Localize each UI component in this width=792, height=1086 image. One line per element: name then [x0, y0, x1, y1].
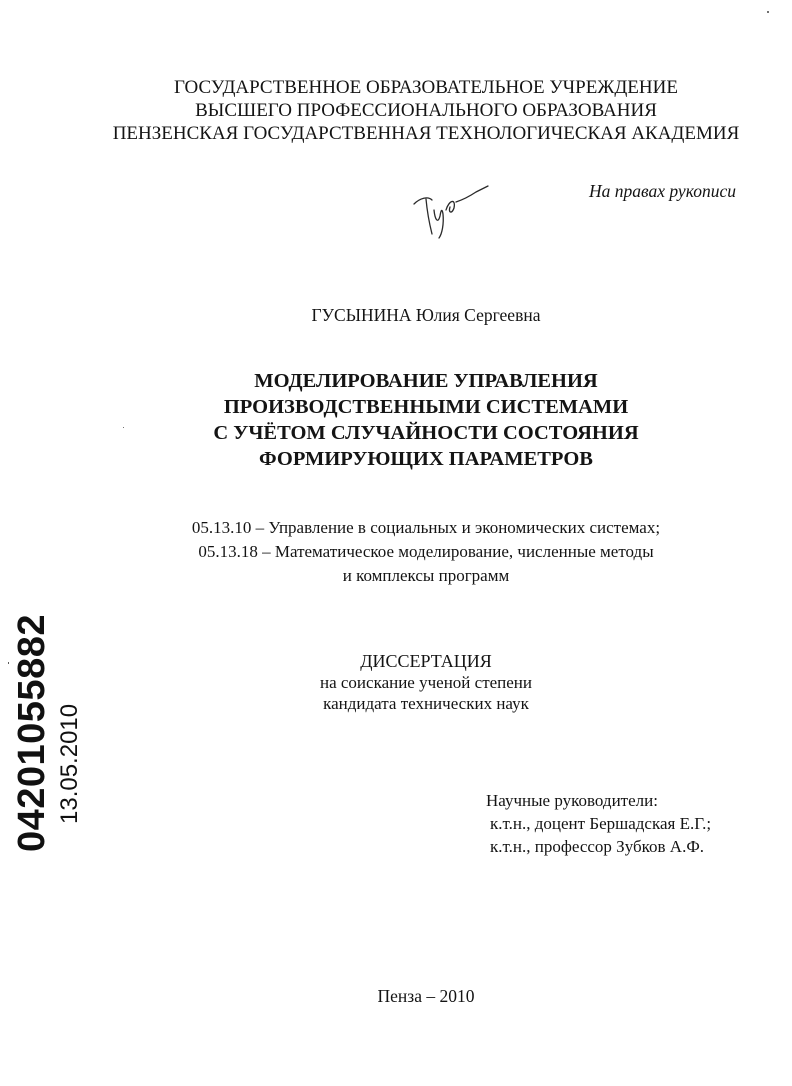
- supervisor-entry: к.т.н., профессор Зубков А.Ф.: [490, 837, 705, 856]
- degree-type: ДИССЕРТАЦИЯ: [360, 651, 492, 671]
- city-year: Пенза – 2010: [377, 986, 475, 1006]
- institution-line: ГОСУДАРСТВЕННОЕ ОБРАЗОВАТЕЛЬНОЕ УЧРЕЖДЕНИЕ: [174, 77, 678, 98]
- specialty-line: и комплексы программ: [342, 566, 510, 585]
- specialty-line: 05.13.18 – Математическое моделирование, численные методы: [198, 542, 654, 561]
- title-line: ФОРМИРУЮЩИХ ПАРАМЕТРОВ: [259, 448, 593, 470]
- degree-purpose: на соискание ученой степени: [319, 673, 533, 692]
- title-line: ПРОИЗВОДСТВЕННЫМИ СИСТЕМАМИ: [223, 396, 629, 418]
- institution-header: [0, 76, 792, 145]
- manuscript-note: На правах рукописи: [589, 181, 736, 201]
- institution-line: ВЫСШЕГО ПРОФЕССИОНАЛЬНОГО ОБРАЗОВАНИЯ: [195, 100, 657, 121]
- title-line: МОДЕЛИРОВАНИЕ УПРАВЛЕНИЯ: [254, 370, 598, 392]
- supervisors-heading: Научные руководители:: [486, 791, 658, 810]
- supervisor-entry: к.т.н., доцент Бершадская Е.Г.;: [490, 814, 712, 833]
- registration-stamp-number: 04201055882: [11, 614, 53, 852]
- institution-line: ПЕНЗЕНСКАЯ ГОСУДАРСТВЕННАЯ ТЕХНОЛОГИЧЕСКАЯ АКАДЕМИЯ: [112, 123, 740, 144]
- degree-block: [0, 651, 792, 714]
- supervisors-block: [486, 789, 711, 858]
- degree-level: кандидата технических наук: [323, 694, 529, 713]
- registration-stamp-date: 13.05.2010: [56, 703, 83, 824]
- handwritten-signature: [412, 180, 492, 242]
- title-line: С УЧЁТОМ СЛУЧАЙНОСТИ СОСТОЯНИЯ: [213, 422, 639, 444]
- specialty-line: 05.13.10 – Управление в социальных и экономических системах;: [191, 518, 661, 537]
- thesis-title: [0, 368, 792, 472]
- scan-speck: [8, 662, 9, 664]
- scan-speck: [767, 11, 769, 13]
- author-name: ГУСЫНИНА Юлия Сергеевна: [311, 305, 541, 325]
- scan-speck: [123, 427, 124, 428]
- specialty-codes: [0, 516, 792, 588]
